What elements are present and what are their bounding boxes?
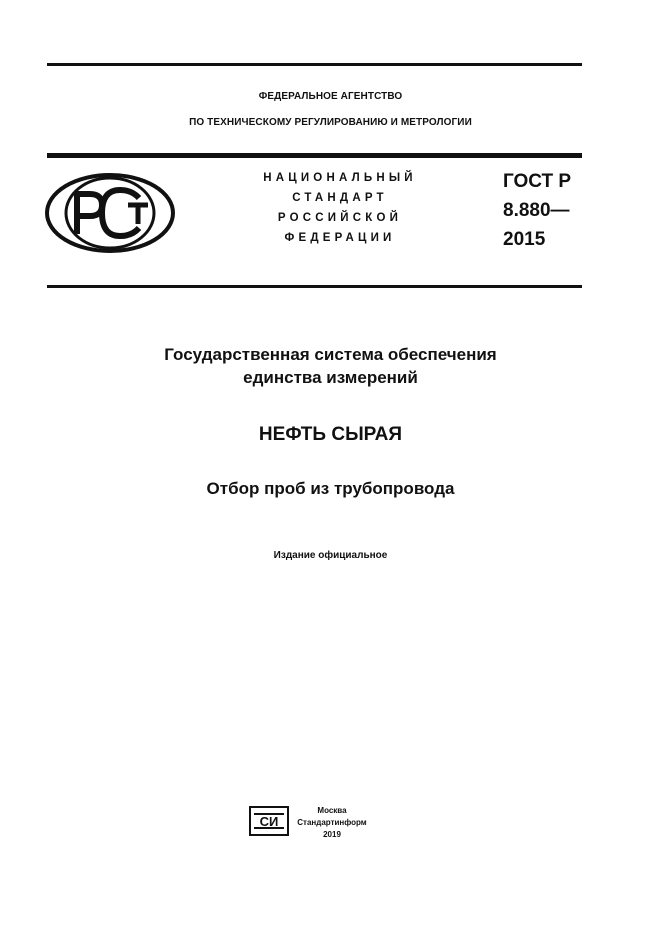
designation-line3: 2015 (503, 229, 546, 250)
document-subtitle: Отбор проб из трубопровода (206, 479, 455, 498)
standard-type-line1: НАЦИОНАЛЬНЫЙ (263, 172, 417, 184)
publisher-name: Стандартинформ (297, 818, 367, 827)
top-rule (47, 63, 582, 66)
svg-text:СИ: СИ (259, 814, 279, 829)
header-bottom-rule (47, 285, 582, 288)
standard-type-line2: СТАНДАРТ (292, 192, 388, 204)
header-rule (47, 153, 582, 158)
agency-name-line2: ПО ТЕХНИЧЕСКОМУ РЕГУЛИРОВАНИЮ И МЕТРОЛОГИИ (189, 117, 472, 128)
rst-logo-icon (44, 172, 176, 254)
series-title-line1: Государственная система обеспечения (164, 345, 497, 364)
publication-year: 2019 (323, 830, 341, 839)
publisher-city: Москва (317, 806, 347, 815)
document-title: НЕФТЬ СЫРАЯ (258, 424, 403, 445)
designation-line2: 8.880— (503, 200, 570, 221)
edition-note: Издание официальное (273, 550, 388, 561)
standartinform-logo-icon (249, 806, 289, 836)
series-title-line2: единства измерений (243, 368, 418, 387)
standard-type-line3: РОССИЙСКОЙ (277, 212, 403, 224)
designation-line1: ГОСТ Р (503, 171, 572, 192)
standard-type-line4: ФЕДЕРАЦИИ (284, 232, 396, 244)
agency-name-line1: ФЕДЕРАЛЬНОЕ АГЕНТСТВО (258, 91, 403, 102)
